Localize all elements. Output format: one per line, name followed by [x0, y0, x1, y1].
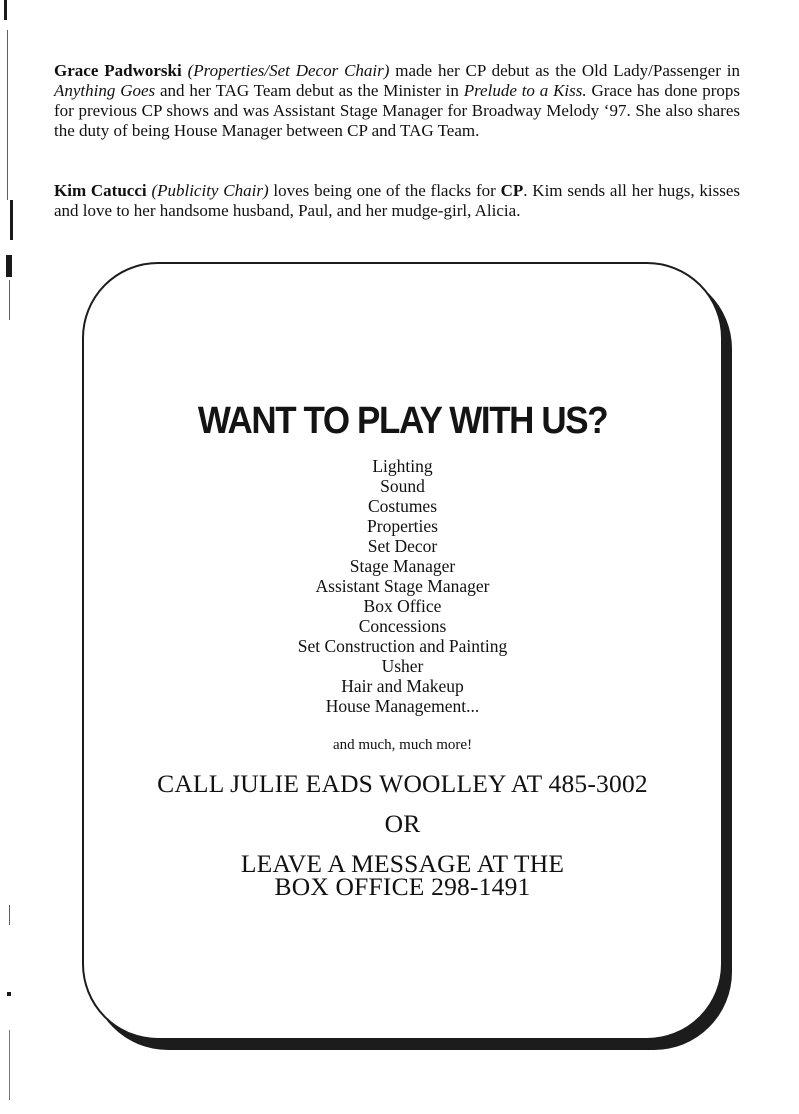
role-item: Stage Manager	[349, 556, 456, 576]
or-line: OR	[384, 809, 421, 838]
bio-text: loves being one of the flacks for	[268, 181, 501, 200]
call-contact-line: CALL JULIE EADS WOOLLEY AT 485-3002	[157, 769, 648, 798]
bio-text: . Kim sends all her hugs, kisses and love to her handsome husband, Paul, and her mudge-girl, Alicia.	[54, 181, 740, 220]
role-item: House Management...	[325, 696, 480, 716]
role-item: Usher	[381, 656, 424, 676]
bio-grace-padworski	[54, 61, 740, 141]
role-item: Set Construction and Painting	[297, 636, 508, 656]
bio-text: Grace has done props for previous CP shows and was Assistant Stage Manager for Broadway Melody ‘97. She also shares the duty of being House Manager between CP and TAG Team.	[54, 81, 740, 140]
bio-company: CP	[500, 181, 524, 200]
bio-name: Kim Catucci	[54, 181, 147, 200]
scan-edge-mark	[10, 200, 13, 240]
scan-edge-mark	[6, 255, 12, 277]
role-item: Hair and Makeup	[341, 676, 464, 696]
role-item: Lighting	[372, 456, 433, 476]
more-text: and much, much more!	[332, 737, 473, 753]
role-item: Set Decor	[367, 536, 438, 556]
role-item: Properties	[367, 516, 438, 536]
bio-text: and her TAG Team debut as the Minister in	[155, 81, 464, 100]
scan-edge-mark	[9, 905, 10, 925]
bio-role: (Properties/Set Decor Chair)	[187, 61, 390, 80]
scan-edge-mark	[4, 0, 7, 20]
scan-edge-mark	[9, 280, 10, 320]
volunteer-ad-box	[82, 262, 723, 1040]
role-item: Sound	[380, 476, 425, 496]
show-title: Prelude to a Kiss.	[463, 81, 587, 100]
role-item: Concessions	[358, 616, 447, 636]
box-office-line: BOX OFFICE 298-1491	[274, 872, 531, 901]
role-item: Costumes	[367, 496, 438, 516]
roles-list	[84, 456, 721, 716]
bio-kim-catucci	[54, 181, 740, 221]
bio-name: Grace Padworski	[54, 61, 182, 80]
show-title: Anything Goes	[54, 81, 156, 100]
bio-role: (Publicity Chair)	[151, 181, 269, 200]
role-item: Box Office	[363, 596, 442, 616]
scan-edge-mark	[7, 992, 11, 996]
ad-title: WANT TO PLAY WITH US?	[197, 400, 608, 442]
scan-edge-mark	[9, 1030, 10, 1100]
scan-edge-mark	[7, 30, 8, 200]
leave-message-line: LEAVE A MESSAGE AT THE	[240, 849, 565, 878]
role-item: Assistant Stage Manager	[315, 576, 490, 596]
bio-text: made her CP debut as the Old Lady/Passenger in	[389, 61, 740, 80]
